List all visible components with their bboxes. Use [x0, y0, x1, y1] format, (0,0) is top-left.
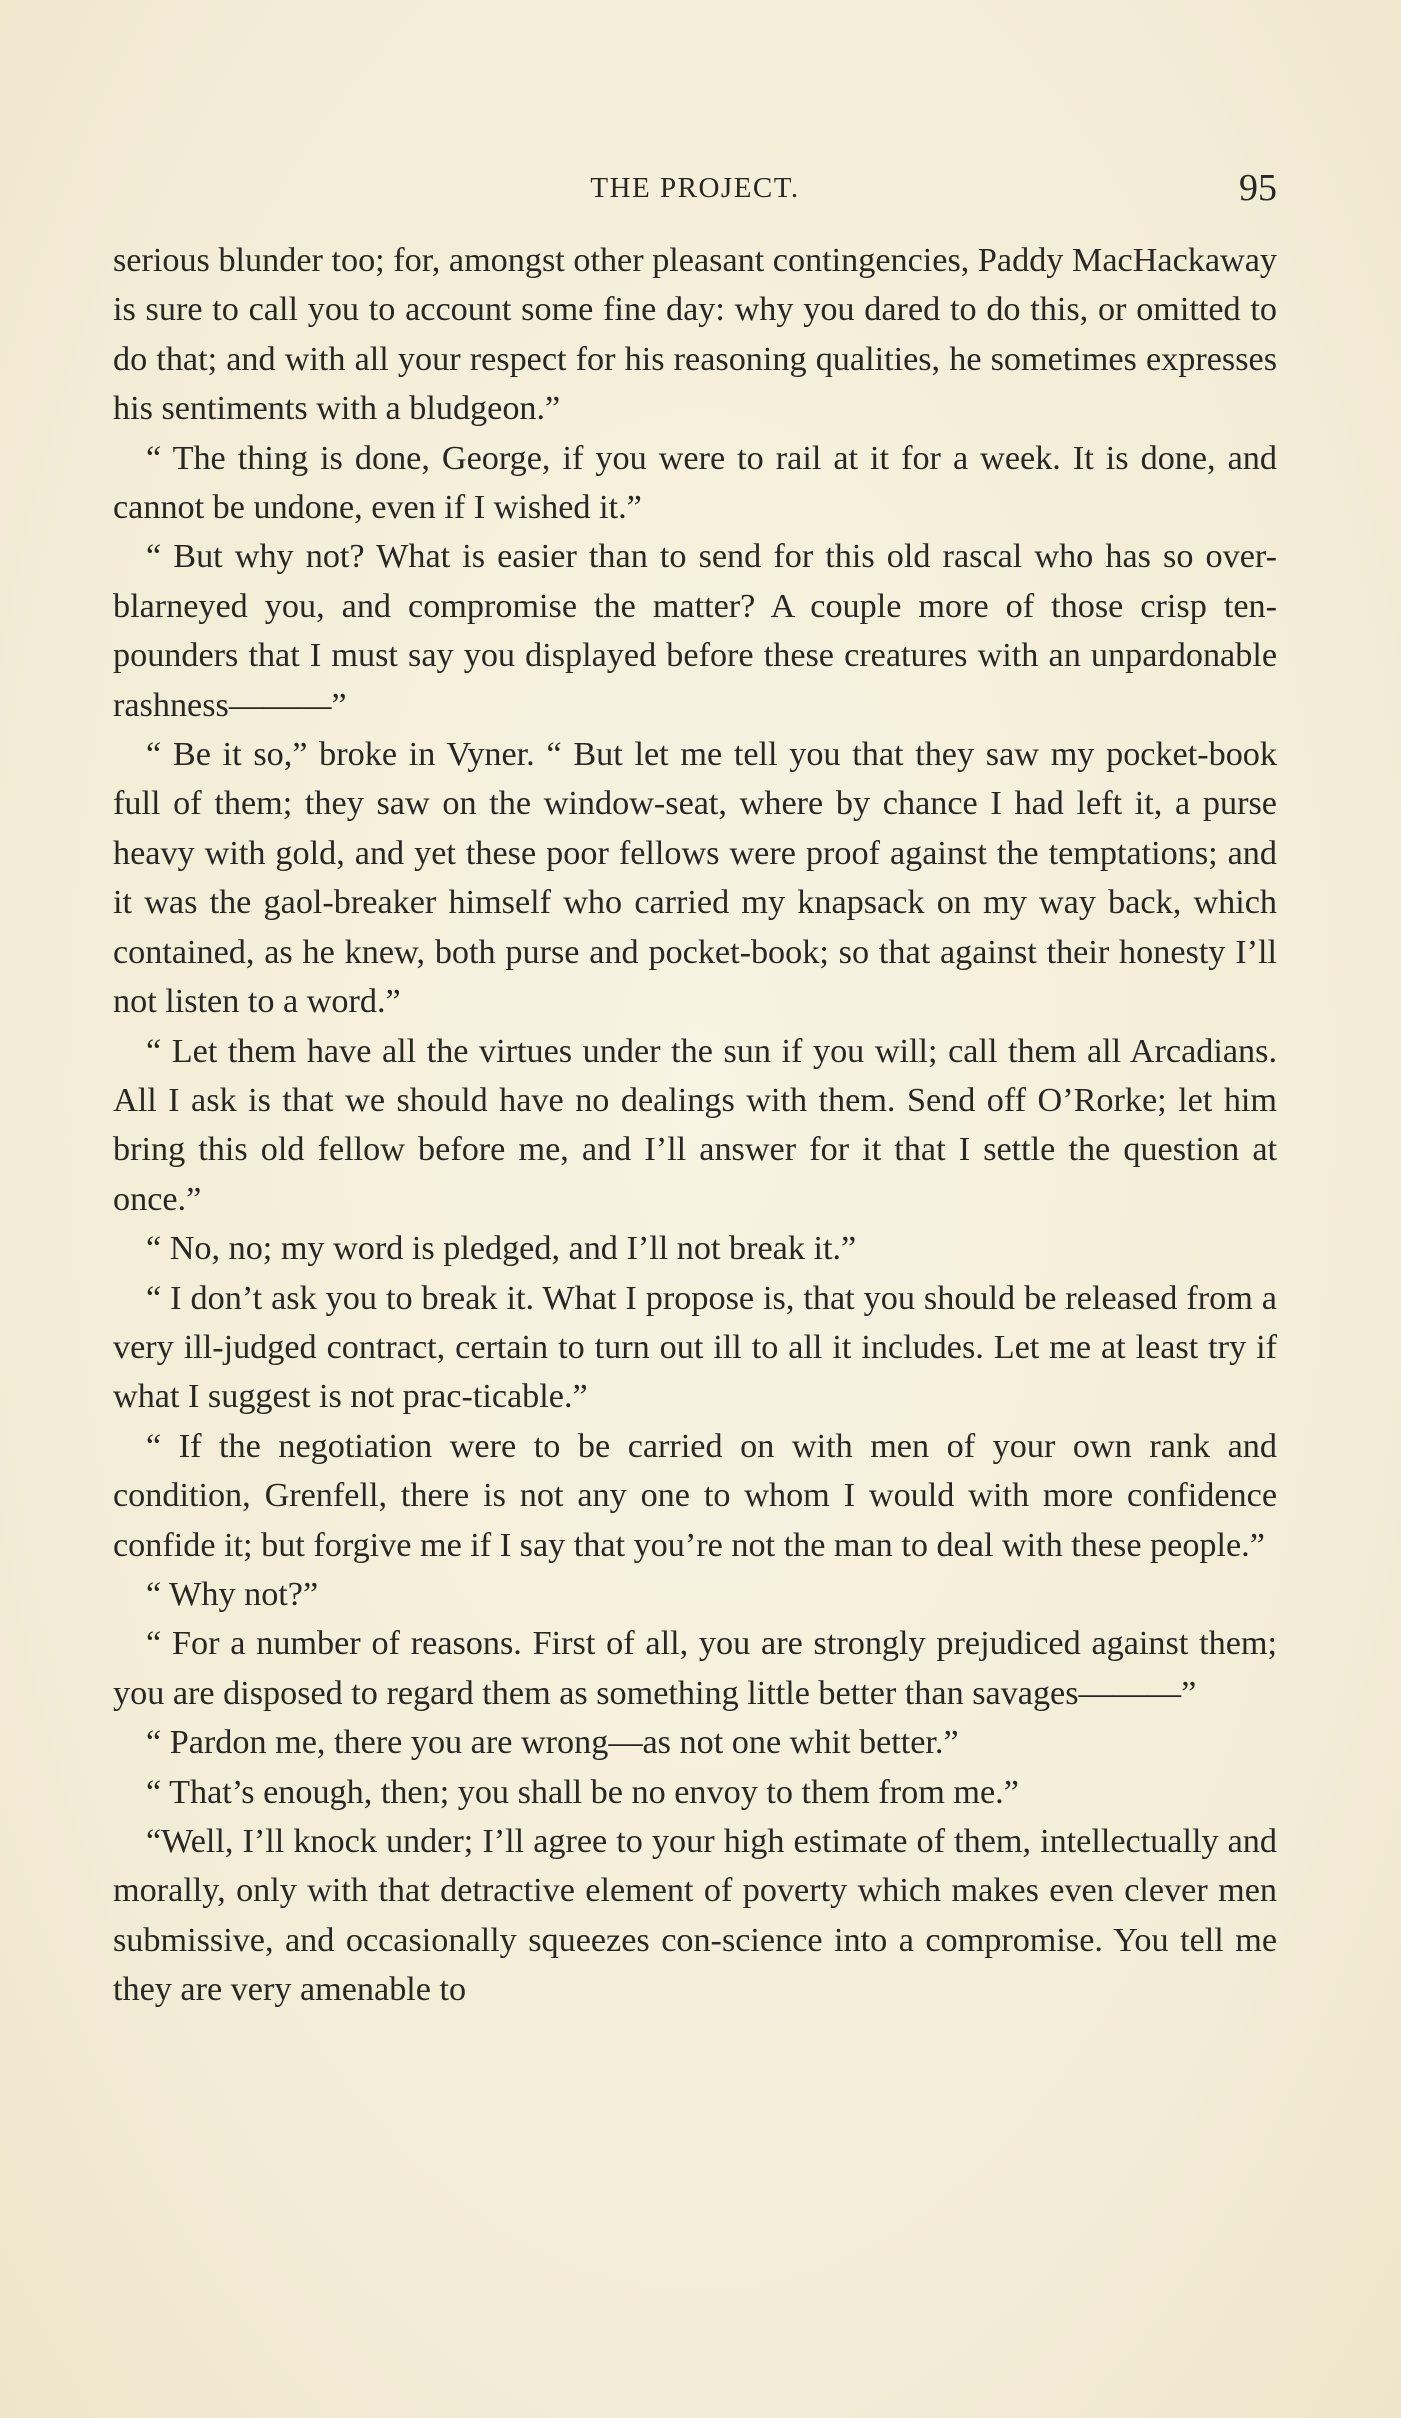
chapter-title: THE PROJECT. [590, 172, 800, 204]
paragraph: “ Let them have all the virtues under the sun if you will; call them all Arcadians. All I ask is that we should have no dealings with them. Send off O’Rorke; let him bring this old fellow before me, and I’ll answer for it that I settle the question at once.” [113, 1032, 1277, 1218]
paragraph: “ Pardon me, there you are wrong—as not one whit better.” [146, 1724, 959, 1762]
paragraph: “ If the negotiation were to be carried on with men of your own rank and condition, Grenfell, there is not any one to whom I would with more confidence confide it; but forgive me if I say that you’re not the man to deal with these people.” [113, 1427, 1277, 1564]
paragraph: “ For a number of reasons. First of all, you are strongly prejudiced against them; you are disposed to regard them as something little better than savages———” [113, 1625, 1277, 1712]
paragraph: “ I don’t ask you to break it. What I propose is, that you should be released from a very ill-judged contract, certain to turn out ill to all it includes. Let me at least try if what I suggest is not prac-ticable.” [113, 1279, 1277, 1416]
paragraph: “ But why not? What is easier than to send for this old rascal who has so over-blarneyed you, and compromise the matter? A couple more of those crisp ten-pounders that I must say you displayed before these creatures with an unpardonable rashness———” [113, 538, 1277, 724]
paragraph: “ The thing is done, George, if you were to rail at it for a week. It is done, and cannot be undone, even if I wished it.” [113, 439, 1277, 527]
running-header [113, 163, 1277, 213]
page-number: 95 [1239, 167, 1277, 209]
paragraph: “ That’s enough, then; you shall be no envoy to them from me.” [146, 1773, 1019, 1811]
paragraph: “ Why not?” [146, 1575, 319, 1613]
paragraph: serious blunder too; for, amongst other pleasant contingencies, Paddy MacHackaway is sure to call you to account some fine day: why you dared to do this, or omitted to do that; and with all your respect for his reasoning qualities, he sometimes expresses his sentiments with a bludgeon.” [113, 242, 1277, 428]
paragraph: “ No, no; my word is pledged, and I’ll not break it.” [146, 1230, 857, 1268]
body-text [113, 236, 1277, 2015]
paragraph: “ Be it so,” broke in Vyner. “ But let me tell you that they saw my pocket-book full of them; they saw on the window-seat, where by chance I had left it, a purse heavy with gold, and yet these poor fellows were proof against the temptations; and it was the gaol-breaker himself who carried my knapsack on my way back, which contained, as he knew, both purse and pocket-book; so that against their honesty I’ll not listen to a word.” [113, 736, 1277, 1021]
paragraph: “Well, I’ll knock under; I’ll agree to your high estimate of them, intellectually and morally, only with that detractive element of poverty which makes even clever men submissive, and occasionally squeezes con-science into a compromise. You tell me they are very amenable to [113, 1823, 1277, 2009]
